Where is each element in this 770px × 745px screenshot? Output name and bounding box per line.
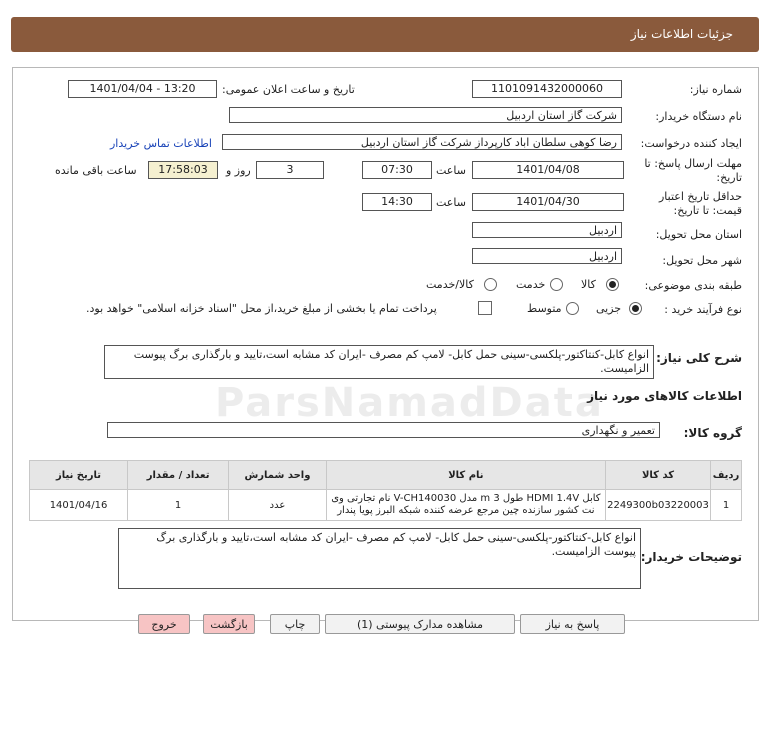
back-button[interactable]: بازگشت [203,614,255,634]
creator-field: رضا کوهی سلطان اباد کارپرداز شرکت گاز استان اردبیل [222,134,622,150]
city-label: شهر محل تحویل: [662,254,742,267]
cell-qty: 1 [128,490,229,521]
city-field: اردبیل [472,248,622,264]
days-remaining-field: 3 [256,161,324,179]
buyer-org-field: شرکت گاز استان اردبیل [229,107,622,123]
page-title: جزئیات اطلاعات نیاز [630,27,733,41]
goods-section-title: اطلاعات کالاهای مورد نیاز [587,389,742,403]
page-header [11,17,759,52]
treasury-payment-checkbox[interactable] [478,301,492,315]
validity-label: حداقل تاریخ اعتبار [658,190,742,203]
exit-button[interactable]: خروج [138,614,190,634]
process-option-minor: جزیی [596,302,622,315]
process-radio-minor[interactable] [629,302,642,315]
header-qty: تعداد / مقدار [128,461,229,490]
deadline-label-date: تاریخ: [716,171,742,184]
description-label: شرح کلی نیاز: [656,351,742,365]
remaining-time-field: 17:58:03 [148,161,218,179]
category-radio-goods[interactable] [606,278,619,291]
remaining-label: ساعت باقی مانده [55,164,137,177]
goods-group-label: گروه کالا: [683,426,742,440]
province-label: استان محل تحویل: [655,228,742,241]
creator-label: ایجاد کننده درخواست: [640,137,742,150]
category-option-service: خدمت [516,278,546,291]
goods-table [29,460,742,521]
reply-button[interactable]: پاسخ به نیاز [520,614,625,634]
header-row: ردیف [711,461,742,490]
header-code: کد کالا [606,461,711,490]
cell-code: 2249300b03220003 [606,490,711,521]
table-row [30,490,742,521]
cell-date: 1401/04/16 [30,490,128,521]
deadline-label: مهلت ارسال پاسخ: تا [644,157,742,170]
cell-name: کابل HDMI 1.4V طول 3 m مدل V-CH140030 نام تجارتی وی نت کشور سازنده چین مرجع عرضه کننده شبکه البرز پویا پندار [326,490,605,521]
category-label: طبقه بندی موضوعی: [644,279,742,292]
deadline-time-field: 07:30 [362,161,432,179]
announce-label: تاریخ و ساعت اعلان عمومی: [222,83,355,96]
process-radio-medium[interactable] [566,302,579,315]
buyer-org-label: نام دستگاه خریدار: [655,110,742,123]
buyer-notes-field: انواع کابل-کنتاکتور-پلکسی-سینی حمل کابل- لامپ کم مصرف -ایران کد مشابه است،تایید و بارگذاری برگ پیوست الزامیست. [118,528,641,589]
print-button[interactable]: چاپ [270,614,320,634]
attachments-button[interactable]: مشاهده مدارک پیوستی (1) [325,614,515,634]
category-radio-service[interactable] [550,278,563,291]
announce-field: 1401/04/04 - 13:20 [68,80,217,98]
validity-time-field: 14:30 [362,193,432,211]
deadline-hour-label: ساعت [436,164,466,177]
header-unit: واحد شمارش [229,461,327,490]
need-number-field: 1101091432000060 [472,80,622,98]
validity-date-field: 1401/04/30 [472,193,624,211]
validity-hour-label: ساعت [436,196,466,209]
cell-row: 1 [711,490,742,521]
description-field: انواع کابل-کنتاکتور-پلکسی-سینی حمل کابل- لامپ کم مصرف -ایران کد مشابه است،تایید و بارگذاری برگ پیوست الزامیست. [104,345,654,379]
buyer-contact-link[interactable]: اطلاعات تماس خریدار [110,137,212,150]
deadline-date-field: 1401/04/08 [472,161,624,179]
process-option-medium: متوسط [527,302,562,315]
treasury-payment-note: پرداخت تمام یا بخشی از مبلغ خرید،از محل "اسناد خزانه اسلامی" خواهد بود. [86,302,437,315]
process-label: نوع فرآیند خرید : [664,303,742,316]
cell-unit: عدد [229,490,327,521]
goods-group-field: تعمیر و نگهداری [107,422,660,438]
category-radio-both[interactable] [484,278,497,291]
buyer-notes-label: توضیحات خریدار: [640,550,742,564]
category-option-both: کالا/خدمت [426,278,474,291]
days-label: روز و [226,164,251,177]
header-name: نام کالا [326,461,605,490]
header-date: تاریخ نیاز [30,461,128,490]
table-header-row [30,461,742,490]
category-option-goods: کالا [581,278,596,291]
validity-label-date: قیمت: تا تاریخ: [673,204,742,217]
province-field: اردبیل [472,222,622,238]
need-number-label: شماره نیاز: [689,83,742,96]
